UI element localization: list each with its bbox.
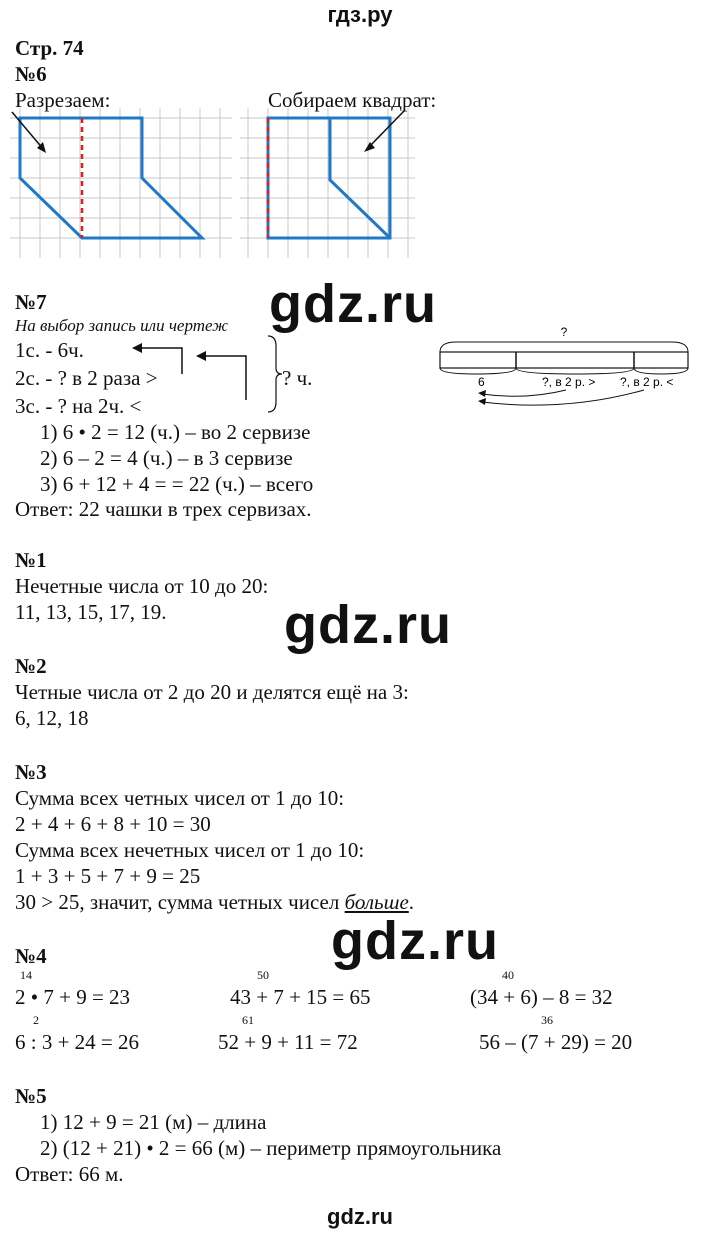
arrow-icon [368,110,405,148]
ex3-line4: 1 + 3 + 5 + 7 + 9 = 25 [15,864,201,888]
ex7-line3: 3с. - ? на 2ч. < [15,394,142,418]
page-number: Стр. 74 [15,36,84,60]
ex3-line5: 30 > 25, значит, сумма четных чисел больше. [15,890,415,914]
ex7-title: №7 [15,290,47,314]
ex4-hint: 36 [541,1013,553,1027]
ex1-title: №1 [15,548,47,572]
ex7-step3: 3) 6 + 12 + 4 = = 22 (ч.) – всего [40,472,314,496]
emphasis-word: больше [344,890,409,914]
ex6-square-figure [240,108,415,258]
ex5-title: №5 [15,1084,47,1108]
ex5-step2: 2) (12 + 21) • 2 = 66 (м) – периметр прямоугольника [40,1136,502,1160]
ex1-line2: 11, 13, 15, 17, 19. [15,600,167,624]
ex7-step2: 2) 6 – 2 = 4 (ч.) – в 3 сервизе [40,446,293,470]
diagram-top-label: ? [560,325,568,339]
ex3-line2: 2 + 4 + 6 + 8 + 10 = 30 [15,812,211,836]
ex3-line1: Сумма всех четных чисел от 1 до 10: [15,786,345,810]
ex2-line2: 6, 12, 18 [15,706,89,730]
watermark: gdz.ru [269,274,437,334]
ex7-arrows [130,334,282,414]
ex7-answer: Ответ: 22 чашки в трех сервизах. [15,497,312,521]
ex1-line1: Нечетные числа от 10 до 20: [15,574,269,598]
ex4-expression: 43 + 7 + 15 = 65 [230,985,371,1009]
ex4-hint: 40 [502,968,514,982]
site-header: гдз.ру [327,2,393,27]
ex4-hint: 50 [257,968,269,982]
ex3-line3: Сумма всех нечетных чисел от 1 до 10: [15,838,365,862]
ex4-hint: 61 [242,1013,254,1027]
ex2-title: №2 [15,654,47,678]
ex6-title: №6 [15,62,47,86]
watermark: gdz.ru [331,911,499,971]
ex4-expression: 2 • 7 + 9 = 23 [15,985,131,1009]
ex4-hint: 14 [20,968,32,982]
ex5-step1: 1) 12 + 9 = 21 (м) – длина [40,1110,267,1134]
ex4-expression: 6 : 3 + 24 = 26 [15,1030,140,1054]
ex4-expression: 52 + 9 + 11 = 72 [218,1030,358,1054]
ex7-step1: 1) 6 • 2 = 12 (ч.) – во 2 сервизе [40,420,311,444]
ex3-title: №3 [15,760,47,784]
ex4-hint: 2 [33,1013,39,1027]
ex4-title: №4 [15,944,47,968]
ex6-cut-label: Разрезаем: [15,88,111,112]
watermark: gdz.ru [284,595,452,655]
diagram-label-first: 6 [478,375,485,389]
diagram-label-third: ?, в 2 р. < [620,375,674,389]
ex7-line1: 1с. - 6ч. [15,338,84,362]
ex7-line2: 2с. - ? в 2 раза > [15,366,158,390]
ex2-line1: Четные числа от 2 до 20 и делятся ещё на 3: [15,680,409,704]
diagram-label-second: ?, в 2 р. > [542,375,596,389]
ex7-diagram [436,324,692,412]
ex6-assemble-label: Собираем квадрат: [268,88,437,112]
ex5-answer: Ответ: 66 м. [15,1162,124,1186]
ex4-expression: 56 – (7 + 29) = 20 [479,1030,633,1054]
site-footer: gdz.ru [327,1204,393,1229]
ex6-cut-figure [10,108,232,258]
ex4-expression: (34 + 6) – 8 = 32 [470,985,613,1009]
ex7-note: На выбор запись или чертеж [15,316,228,335]
ex7-total: ? ч. [282,366,313,390]
